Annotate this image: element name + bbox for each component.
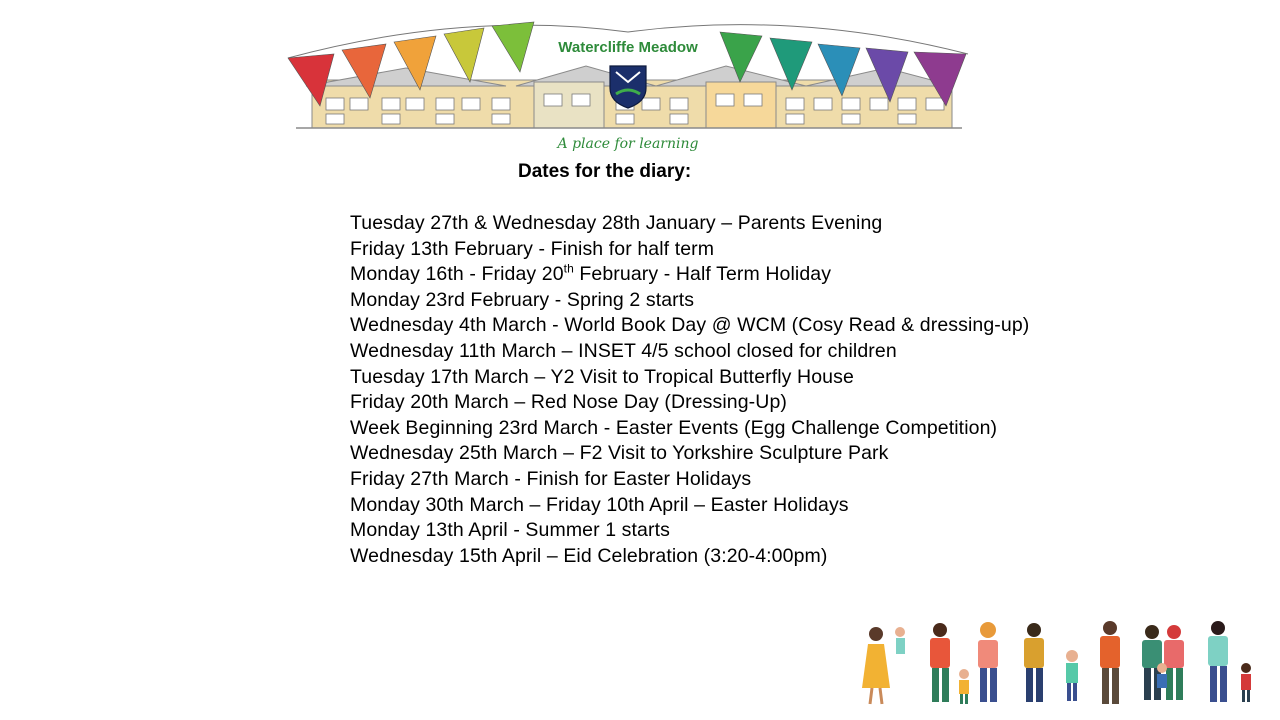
school-crest-icon: [610, 66, 646, 108]
school-banner-logo: [286, 10, 970, 158]
event-item: Monday 30th March – Friday 10th April – Easter Holidays: [350, 493, 849, 516]
event-item: Tuesday 27th & Wednesday 28th January – Parents Evening: [350, 212, 883, 234]
school-name: Watercliffe Meadow: [558, 39, 698, 56]
event-item: Monday 23rd February - Spring 2 starts: [350, 288, 695, 311]
event-item: Monday 16th - Friday 20th February - Half Term Holiday: [350, 261, 832, 286]
event-item: Monday 13th April - Summer 1 starts: [350, 519, 670, 542]
event-item: Friday 13th February - Finish for half term: [350, 237, 715, 260]
family-figures: [862, 621, 1251, 704]
event-item: Wednesday 15th April – Eid Celebration (3:20-4:00pm): [350, 544, 828, 567]
event-item: Wednesday 11th March – INSET 4/5 school closed for children: [350, 339, 897, 362]
event-item: Wednesday 25th March – F2 Visit to Yorkshire Sculpture Park: [350, 442, 889, 465]
event-item: Friday 20th March – Red Nose Day (Dressing-Up): [350, 391, 787, 414]
families-illustration: [848, 618, 1260, 710]
event-item: Week Beginning 23rd March - Easter Events (Egg Challenge Competition): [350, 416, 998, 439]
event-item: Tuesday 17th March – Y2 Visit to Tropical Butterfly House: [350, 365, 854, 388]
event-item: Wednesday 4th March - World Book Day @ WCM (Cosy Read & dressing-up): [350, 314, 1030, 337]
event-item: Friday 27th March - Finish for Easter Holidays: [350, 467, 752, 490]
page-heading: Dates for the diary:: [518, 161, 692, 182]
school-motto: A place for learning: [557, 136, 699, 152]
event-list: [350, 211, 1029, 569]
